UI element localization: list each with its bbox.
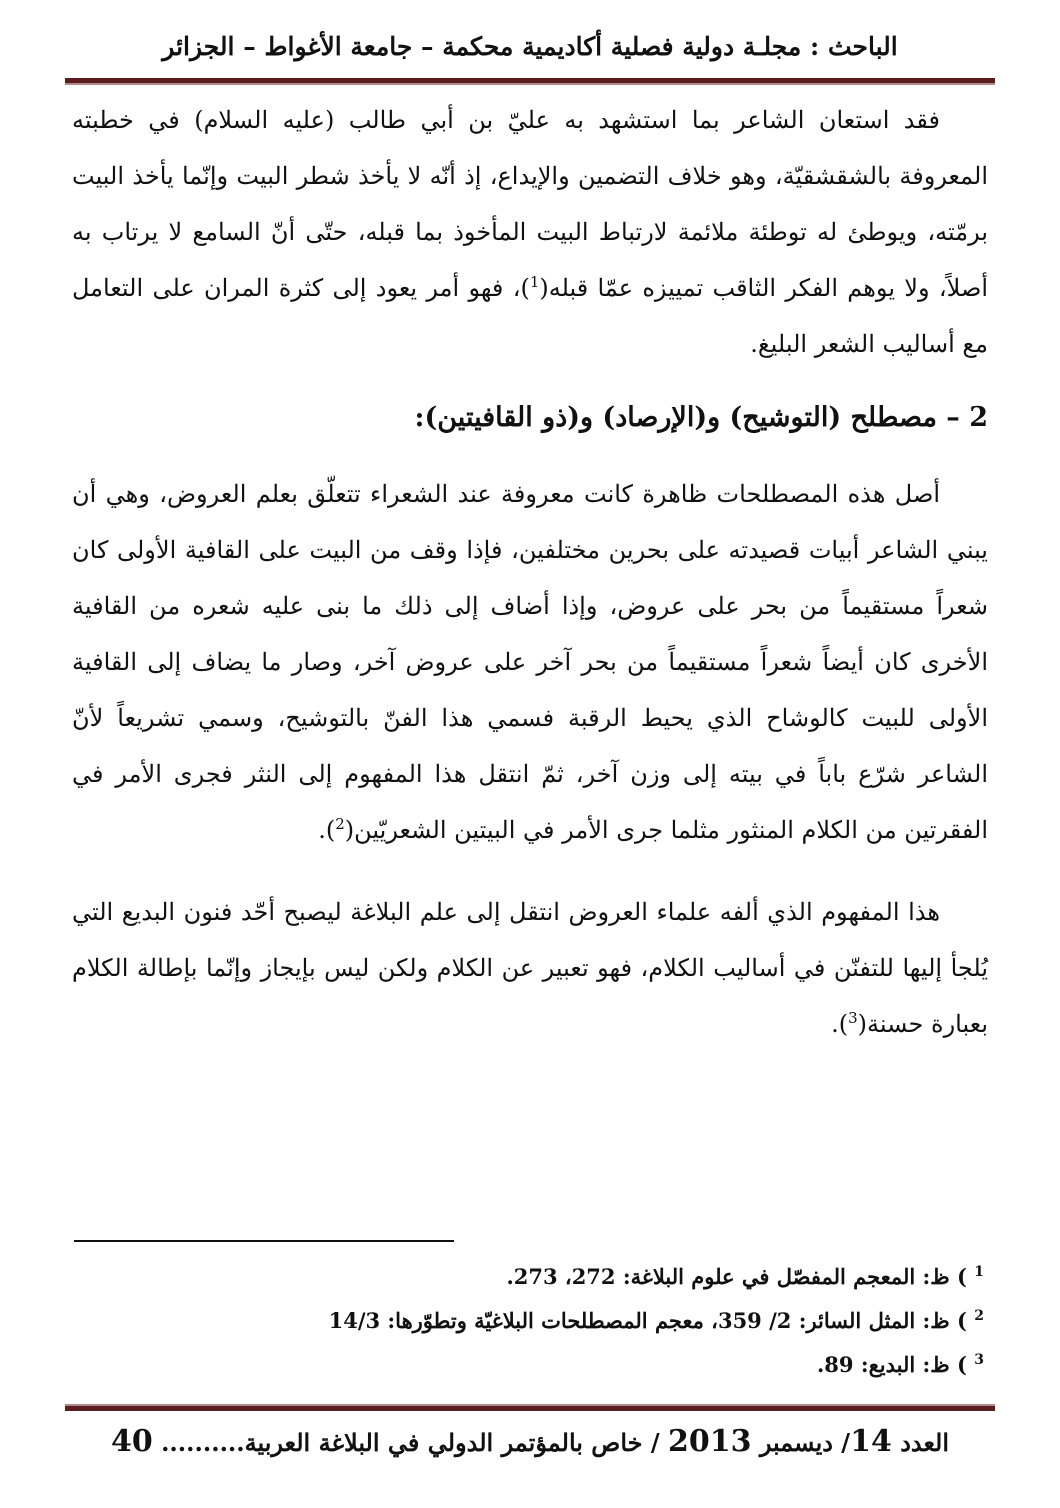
journal-header [70, 30, 990, 64]
footnote-text: ظ: البديع: 89. [816, 1352, 950, 1377]
footnote-3: $^3$ ) ظ: البديع: 89. [816, 1352, 984, 1377]
paragraph-2: أصل هذه المصطلحات ظاهرة كانت معروفة عند الشعراء تتعلّق بعلم العروض، وهي أن يبني الشاعر أبيات قصيدته على بحرين مختلفين، فإذا وقف من البيت على القافية الأولى كان شعراً مستقيماً من بحر على عروض، وإذا أضاف إلى ذلك ما بنى عليه شعره من القافية الأخرى كان أيضاً شعراً مستقيماً من بحر آخر على عروض آخر، وصار ما يضاف إلى القافية الأولى للبيت كالوشاح الذي يحيط الرقبة فسمي هذا الفنّ بالتوشيح، وسمي تشريعاً لأنّ الشاعر شرّع باباً في بيته إلى وزن آخر، ثمّ انتقل هذا المفهوم إلى النثر فجرى الأمر في الفقرتين من الكلام المنثور مثلما جرى الأمر في البيتين الشعريّين($^2$). [72, 480, 988, 844]
footnote-number: 1 [974, 1264, 984, 1280]
footnote-1: $^1$ ) ظ: المعجم المفصّل في علوم البلاغة: 272، 273. [506, 1264, 984, 1289]
footnote-number: 2 [974, 1308, 984, 1324]
issue-label: العدد [900, 1428, 950, 1457]
page-number: 40 [110, 1424, 153, 1459]
footnote-text: ظ: المعجم المفصّل في علوم البلاغة: 272، 273. [506, 1264, 950, 1289]
issue-number: 14 [850, 1424, 892, 1459]
paragraph-2-text: أصل هذه المصطلحات ظاهرة كانت معروفة عند الشعراء تتعلّق بعلم العروض، وهي أن يبني الشاعر أبيات قصيدته على بحرين مختلفين، فإذا وقف من البيت على القافية الأولى كان شعراً مستقيماً من بحر على عروض، وإذا أضاف إلى ذلك ما بنى عليه شعره من القافية الأخرى كان أيضاً شعراً مستقيماً من بحر آخر على عروض آخر، وصار ما يضاف إلى القافية الأولى للبيت كالوشاح الذي يحيط الرقبة فسمي هذا الفنّ بالتوشيح، وسمي تشريعاً لأنّ الشاعر شرّع باباً في بيته إلى وزن آخر، ثمّ انتقل هذا المفهوم إلى النثر فجرى الأمر في الفقرتين من الكلام المنثور مثلما جرى الأمر في البيتين الشعريّين [72, 480, 988, 844]
issue-year: 2013 [667, 1424, 752, 1459]
footer-divider [65, 1404, 995, 1411]
section-heading: 2 – مصطلح (التوشيح) و(الإرصاد) و(ذو القافيتين): [414, 402, 988, 433]
paragraph-3-text: هذا المفهوم الذي ألفه علماء العروض انتقل إلى علم البلاغة ليصبح أحّد فنون البديع التي يُلجأ إليها للتفنّن في أساليب الكلام، فهو تعبير عن الكلام ولكن ليس بإيجاز وإنّما بإطالة الكلام بعبارة حسنة [72, 898, 988, 1038]
article-body [72, 92, 988, 1052]
footnote-ref-2[interactable]: 2 [335, 815, 345, 833]
journal-footer [110, 1425, 950, 1460]
footnote-divider [74, 1240, 454, 1242]
paragraph-1-end: ، فهو أمر يعود إلى كثرة المران على التعامل مع أساليب الشعر البليغ. [72, 274, 988, 358]
issue-date: / ديسمبر [759, 1428, 851, 1457]
issue-special: / خاص بالمؤتمر الدولي في البلاغة العربية.......... [161, 1428, 660, 1457]
footnote-text: ظ: المثل السائر: 2/ 359، معجم المصطلحات البلاغيّة وتطوّرها: 14/3 [328, 1308, 950, 1333]
paragraph-3: هذا المفهوم الذي ألفه علماء العروض انتقل إلى علم البلاغة ليصبح أحّد فنون البديع التي يُلجأ إليها للتفنّن في أساليب الكلام، فهو تعبير عن الكلام ولكن ليس بإيجاز وإنّما بإطالة الكلام بعبارة حسنة($^3$). [72, 898, 988, 1038]
footnotes [74, 1255, 984, 1387]
footnote-2: $^2$ ) ظ: المثل السائر: 2/ 359، معجم المصطلحات البلاغيّة وتطوّرها: 14/3 [328, 1308, 984, 1333]
header-title: الباحث : مجلـة دولية فصلية أكاديمية محكمة – جامعة الأغواط – الجزائر [162, 32, 898, 61]
footnote-ref-1[interactable]: 1 [529, 273, 540, 291]
paragraph-1: فقد استعان الشاعر بما استشهد به عليّ بن أبي طالب (عليه السلام) في خطبته المعروفة بالشقشقيّة، وهو خلاف التضمين والإيداع، إذ أنّه لا يأخذ شطر البيت وإنّما يأخذ البيت برمّته، ويوطئ له توطئة ملائمة لارتباط البيت المأخوذ بما قبله، حتّى أنّ السامع لا يرتاب به أصلاً، ولا يوهم الفكر الثاقب تمييزه عمّا قبله($^1$)، فهو أمر يعود إلى كثرة المران على التعامل مع أساليب الشعر البليغ. [72, 106, 988, 358]
paragraph-1-text: فقد استعان الشاعر بما استشهد به عليّ بن أبي طالب (عليه السلام) في خطبته المعروفة بالشقشقيّة، وهو خلاف التضمين والإيداع، إذ أنّه لا يأخذ شطر البيت وإنّما يأخذ البيت برمّته، ويوطئ له توطئة ملائمة لارتباط البيت المأخوذ بما قبله، حتّى أنّ السامع لا يرتاب به أصلاً، ولا يوهم الفكر الثاقب تمييزه عمّا قبله [72, 106, 988, 302]
footnote-number: 3 [974, 1352, 984, 1368]
header-divider [65, 78, 995, 85]
footnote-ref-3[interactable]: 3 [848, 1009, 858, 1027]
